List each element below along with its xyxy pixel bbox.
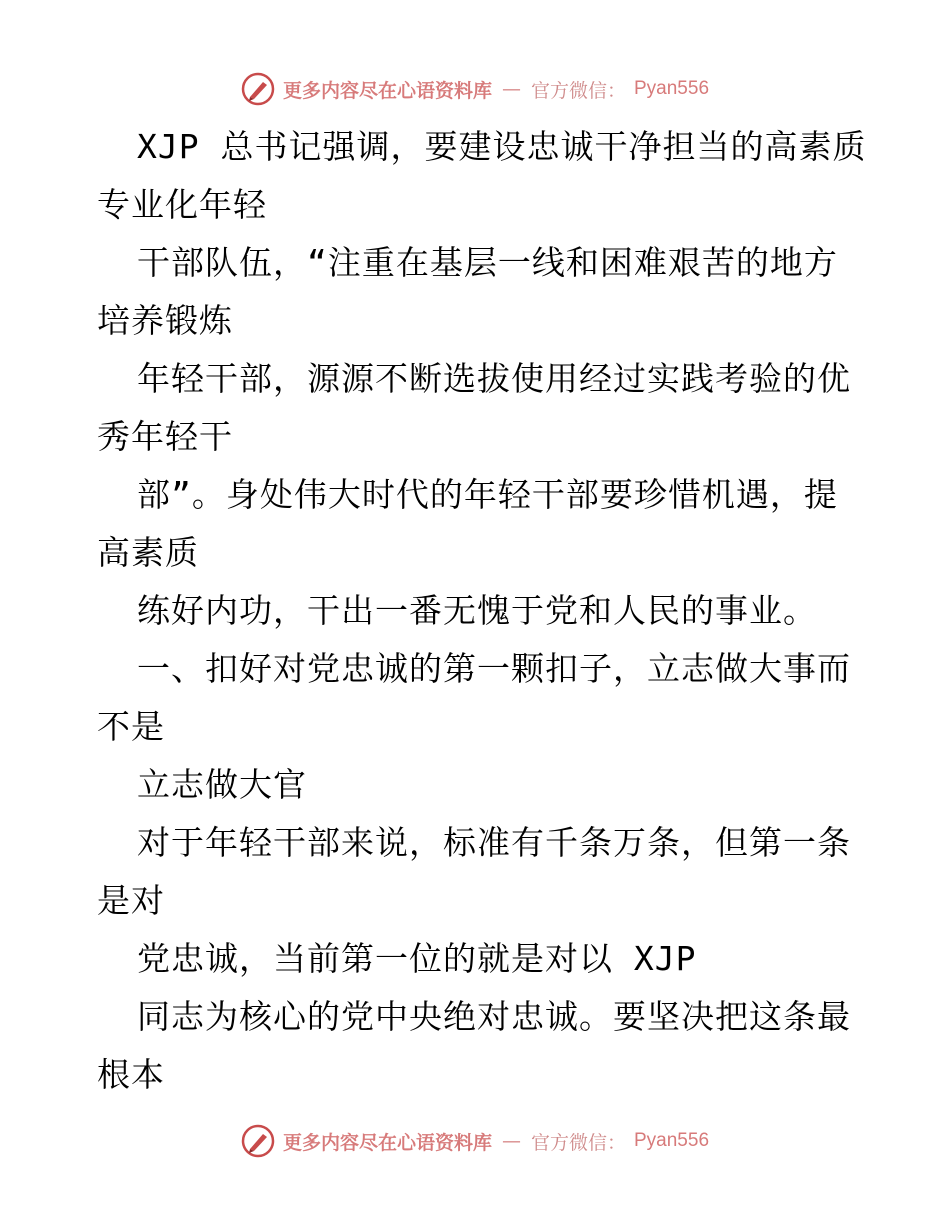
text-line: 培养锻炼 (97, 301, 233, 340)
text-line: XJP 总书记强调，要建设忠诚干净担当的高素质 (137, 127, 867, 166)
watermark-wechat-id: Pyan556 (634, 1130, 710, 1151)
pen-logo-icon (241, 72, 275, 106)
text-line: 根本 (97, 1055, 165, 1094)
watermark-site-text: 更多内容尽在心语资料库 (282, 79, 492, 102)
watermark-official-text: 官方微信： (530, 79, 626, 102)
footer-watermark (0, 1124, 950, 1158)
text-line: 对于年轻干部来说，标准有千条万条，但第一条 (137, 823, 851, 862)
watermark-wechat-id: Pyan556 (634, 78, 710, 99)
text-line: 专业化年轻 (97, 185, 267, 224)
watermark-dash: — (501, 1130, 521, 1152)
section-heading-line: 不是 (97, 707, 165, 746)
watermark-dash: — (501, 78, 521, 100)
text-line: 干部队伍，“注重在基层一线和困难艰苦的地方 (137, 243, 838, 282)
header-watermark (0, 72, 950, 106)
section-heading-line: 立志做大官 (137, 765, 307, 804)
pen-logo-icon (241, 1124, 275, 1158)
watermark-site-text: 更多内容尽在心语资料库 (282, 1131, 492, 1154)
text-line: 部”。身处伟大时代的年轻干部要珍惜机遇，提 (137, 475, 838, 514)
text-line: 秀年轻干 (97, 417, 233, 456)
text-line: 高素质 (97, 533, 199, 572)
document-body (97, 118, 867, 1104)
text-line: 同志为核心的党中央绝对忠诚。要坚决把这条最 (137, 997, 851, 1036)
text-line: 年轻干部，源源不断选拔使用经过实践考验的优 (137, 359, 851, 398)
text-line: 是对 (97, 881, 165, 920)
section-heading-line: 一、扣好对党忠诚的第一颗扣子，立志做大事而 (137, 649, 851, 688)
text-line: 党忠诚，当前第一位的就是对以 XJP (137, 939, 697, 978)
text-line: 练好内功，干出一番无愧于党和人民的事业。 (137, 591, 817, 630)
watermark-official-text: 官方微信： (530, 1131, 626, 1154)
